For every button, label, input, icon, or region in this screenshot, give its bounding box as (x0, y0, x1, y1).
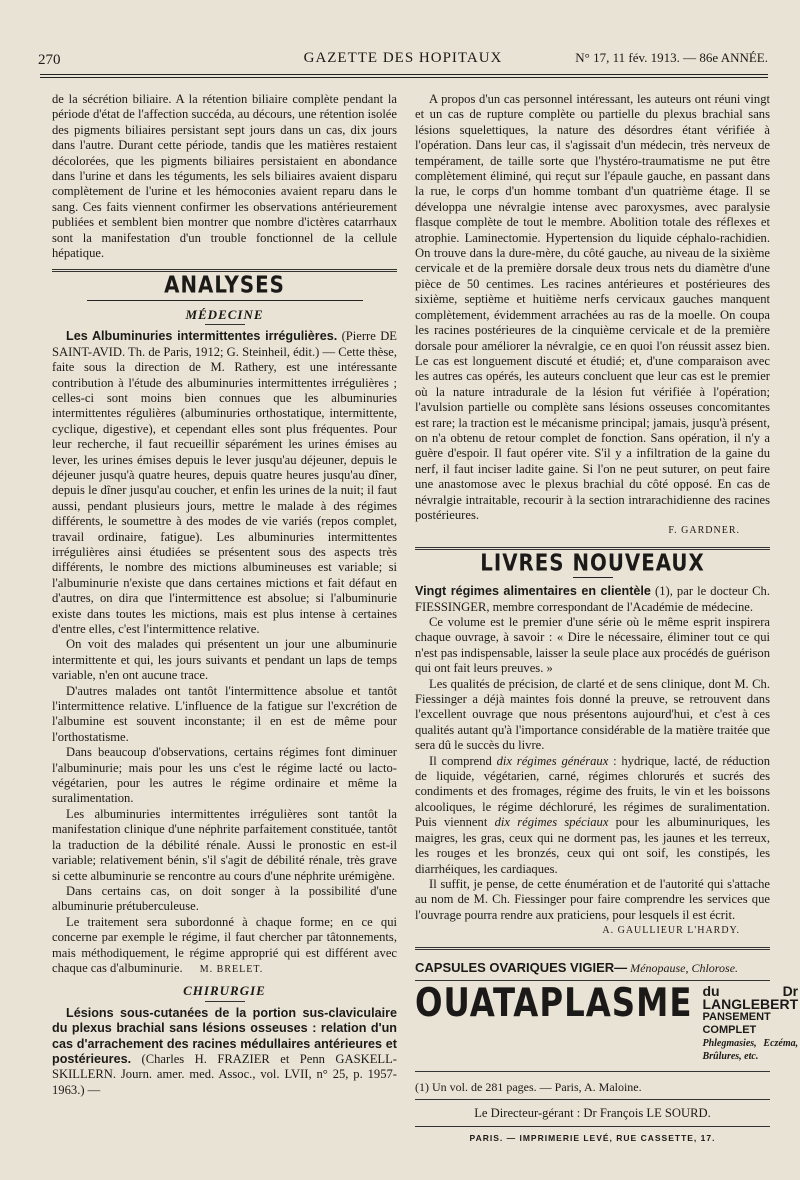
paragraph: A propos d'un cas personnel intéressant, les auteurs ont réuni vingt et un cas de rupture complète ou partielle du plexus brachial sans lésions squelettiques, la nature des désordres étant vérifiée à l'opération. Dans leur cas, il s'agissait d'un médecin, très nerveux de tempérament, de taille sorte que l'hystéro-traumatisme ne put être complètement éliminé, qui reçut sur l'épaule gauche, en passant dans la rue, le corps d'un homme tombant d'un quatrième étage. Il se développa une névralgie intense avec paroxysmes, avec paralysie flasque complète de tout le membre. Abolition totale des réflexes et atrophie. Laminectomie. Hypertension du liquide céphalo-rachidien. On trouve dans la dure-mère, du côté gauche, au niveau de la sixième cervicale et de la première dorsale deux trous nets du diamètre d'une pièce de 50 centimes. Les racines antérieures et postérieures des sixième, septième et huitième nerfs cervicaux gauches manquent complètement, évidemment arrachées au ras de la moelle. On coupa les racines postérieures de la cinquième cervicale et de la première dorsale pour améliorer la névralgie, ce en quoi l'on réussit assez bien. Le cas est longuement discuté et étudié; et, d'une comparaison avec les autres cas opérés, les auteurs concluent que leur cas est le premier où la nature intradurale de la lésion fut vérifiée à l'opération; l'avulsion partielle ou complète sans lésions osseuses concomitantes est rare; la traction est le mécanisme principal; jamais, jusqu'à présent, on n'a obtenu de retour complet de fonction. Sans opération, il n'y a guère d'espoir. Il faut opérer vite. S'il y a infiltration de la gaine du nerf, il faut inciser ladite gaine. Si l'on ne peut suturer, on peut faire une anastomose avec le plexus brachial du côté opposé. En cas de névralgie intraitable, recourir à la section intrarachidienne des racines postérieures. (415, 92, 770, 522)
intro-paragraph: de la sécrétion biliaire. A la rétention biliaire complète pendant la période d'état de l'affection succéda, au décours, une rétention isolée des pigments biliaires persistant sept jours dans un cas, dix jours dans l'autre. Durant cette période, tandis que les matières restaient décolorées, que les pigments biliaires persistaient en abondance dans l'urine et dans les téguments, les sels biliaires avaient disparu complètement de l'urine et les hémoconies avaient reparu dans le sang. Ces faits viennent confirmer les observations antérieurement publiées et semblent bien montrer que nombre d'ictères catarrhaux sont la manifestation d'un trouble fonctionnel de la cellule hépatique. (52, 92, 397, 261)
subsection-chirurgie: CHIRURGIE (52, 983, 397, 1001)
paragraph: On voit des malades qui présentent un jour une albuminurie intermittente et qui, les jours suivants et pendant un laps de temps variable, n'en ont aucune trace. (52, 637, 397, 683)
left-column (52, 92, 397, 1098)
book-title: Vingt régimes alimentaires en clientèle (415, 584, 651, 599)
article-ref: (Charles H. FRAZIER et Penn GASKELL-SKILLERN. Journ. amer. med. Assoc., vol. LVII, n° 25, p. 1957-1963.) — (52, 1051, 397, 1097)
issue-info: N° 17, 11 fév. 1913. — 86e ANNÉE. (575, 50, 768, 65)
director-line: Le Directeur-gérant : Dr François LE SOURD. (474, 1106, 711, 1121)
right-column (415, 92, 799, 1146)
section-underline (573, 577, 613, 578)
subsection-medecine: MÉDECINE (52, 307, 397, 325)
article-title: Les Albuminuries intermittentes irrégulières. (66, 329, 338, 344)
advert-brand: OUATAPLASME (415, 980, 693, 1026)
header-rule-2 (40, 77, 768, 78)
signature: M. BRELET. (199, 963, 264, 975)
page-number: 270 (38, 52, 61, 68)
paragraph: Dans beaucoup d'observations, certains régimes font diminuer l'albuminurie; mais pour les uns c'est le régime lacté ou lacto-végétarien, pour les autres le régime ordinaire et même la suralimentation. (52, 745, 397, 806)
article-lesions (52, 1006, 397, 1098)
header-rule (40, 74, 768, 75)
ad-separator (415, 947, 770, 950)
paragraph: Le traitement sera subordonné à chaque forme; en ce qui concerne par exemple le régime, il faut chercher par tâtonnements, mais méthodiquement, le régime approprié qui est différent avec chaque cas d'albuminurie. M. BRELET. (52, 914, 397, 975)
section-separator (415, 547, 770, 550)
section-title-livres: LIVRES NOUVEAUX (480, 550, 705, 577)
journal-title: GAZETTE DES HOPITAUX (303, 50, 503, 66)
paragraph: Les albuminuries intermittentes irrégulières sont tantôt la manifestation clinique d'une néphrite parfaitement constituée, tantôt la traduction de la débilité rénale. Aussi le pronostic en est-il variable; relativement bénin, s'il s'agit de débilité rénale, très grave si cette albuminurie se rencontre au cours d'une néphrite urémigène. (52, 806, 397, 883)
page-header (38, 48, 768, 70)
paragraph: Dans certains cas, on doit songer à la possibilité d'une albuminurie prétuberculeuse. (52, 883, 397, 914)
section-underline (87, 300, 363, 301)
advert-ouataplasme: OUATAPLASME du Dr LANGLEBERT PANSEMENT COMPLET Phlegmasies, Eczéma, Brûlures, etc. (415, 980, 799, 1062)
article-body: (Pierre DE SAINT-AVID. Th. de Paris, 1912; G. Steinheil, édit.) — Cette thèse, faite sous la direction de M. Rathery, est une intéressante contribution à l'étude des albuminuries intermittentes irrégulières ; celles-ci sont moins bien connues que les albuminuries intermittentes régulières (albuminuries orthostatique, intermittente, cyclique, digestive), et cependant elles sont plus fréquentes. Pour leur recherche, il faut recueillir séparément les urines émises au lever, les urines émises depuis le lever jusqu'au déjeuner, depuis le déjeuner jusqu'à quatre heures, depuis quatre heures jusqu'au dîner, depuis le dîner jusqu'au coucher, et enfin les urines de la nuit; il faut aussi, pendant plusieurs jours, mettre le malade à des régimes différents, le soumettre à des modes de vie variés (repos complet, travail ordinaire, fatigue). Les albuminuries intermittentes irrégulières ainsi étudiées se présentent sous des aspects très différents, le nombre des mictions albumineuses est variable; si l'albuminurie n'existe que dans certaines mictions et fait défaut en d'autres, on dira que l'intermittence est absolue; si l'albuminurie existe dans toutes les mictions, mais est plus intense à certaines d'entre elles, c'est l'intermittence relative. (52, 329, 398, 636)
signature: F. GARDNER. (668, 525, 740, 537)
section-title-analyses: ANALYSES (164, 272, 285, 300)
signature: A. GAULLIEUR L'HARDY. (602, 925, 740, 937)
advert-capsules: CAPSULES OVARIQUES VIGIER— Ménopause, Chlorose. (415, 959, 739, 975)
paragraph: D'autres malades ont tantôt l'intermittence absolue et tantôt l'intermittence relative. L'influence de la fatigue sur l'excrétion de l'albumine est souvent inconstante; il en est de même pour l'orthostatisme. (52, 683, 397, 744)
paragraph: Ce volume est le premier d'une série où le même esprit inspirera chaque ouvrage, à savoir : « Dire le nécessaire, éliminer tout ce qui n'est pas indispensable, laisser la seule place aux procédés de guérison qui ont fait leurs preuves. » (415, 615, 770, 676)
printer-line: PARIS. — IMPRIMERIE LEVÉ, RUE CASSETTE, 17. (469, 1132, 716, 1143)
paragraph: Les qualités de précision, de clarté et de sens clinique, dont M. Ch. Fiessinger a déjà maintes fois donné la preuve, se retrouvent dans l'excellent ouvrage que nous présentons aujourd'hui, et c'est à ces qualités autant qu'à l'importance considérable de la matière traitée que sera dû le succès du livre. (415, 676, 770, 753)
book-ref: (1), par le docteur Ch. FIESSINGER, membre correspondant de l'Académie de médecine. (415, 584, 770, 614)
footnote: (1) Un vol. de 281 pages. — Paris, A. Maloine. (415, 1079, 642, 1094)
paragraph: Il suffit, je pense, de cette énumération et de l'autorité qui s'attache au nom de M. Ch. Fiessinger pour faire comprendre les services que l'ouvrage pourra rendre aux praticiens, pour lesquels il est écrit. (415, 876, 770, 922)
paragraph: Il comprend dix régimes généraux : hydrique, lacté, de réduction de liquide, végétarien, carné, régimes chlorurés et sucrés des condiments et des fromages, régime des fruits, le vin et les boissons alcooliques, le régime déchloruré, les régimes de suralimentation. Puis viennent dix régimes spéciaux pour les albuminuriques, les maigres, les gras, ceux qui ne dorment pas, les jaunes et les terreux, les rouges et les bronzés, ceux qui ont soif, les constipés, les diarrhéiques, les cardiaques. (415, 753, 770, 876)
article-title: Lésions sous-cutanées de la portion sus-claviculaire du plexus brachial sans lésions osseuses : relation d'un cas d'arrachement des racines médullaires antérieures et postérieures. (52, 1005, 397, 1066)
book-review (415, 584, 770, 615)
article-albuminuries (52, 329, 397, 637)
